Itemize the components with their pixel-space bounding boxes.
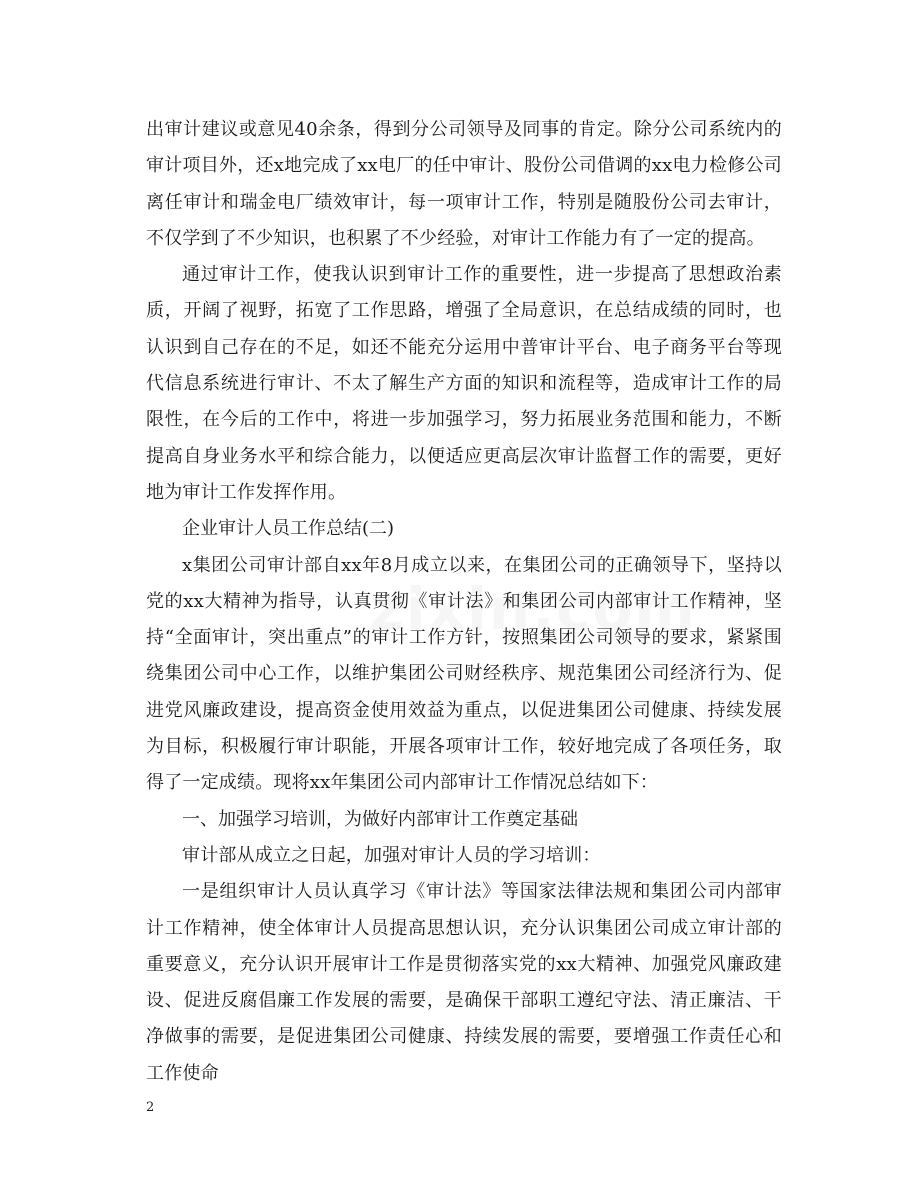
subsection-heading: 一、加强学习培训，为做好内部审计工作奠定基础	[182, 808, 578, 830]
paragraph-training-point-one: 一是组织审计人员认真学习《审计法》等国家法律法规和集团公司内部审计工作精神，使全体审计人员提高思想认识，充分认识集团公司成立审计部的重要意义，充分认识开展审计工作是贯彻落实党的xx大精神、加强党风廉政建设、促进反腐倡廉工作发展的需要，是确保干部职工遵纪守法、清正廉洁、干净做事的需要，是促进集团公司健康、持续发展的需要，要增强工作责任心和工作使命	[146, 881, 782, 1084]
page-number: 2	[146, 1100, 155, 1115]
section-title: 企业审计人员工作总结(二)	[182, 518, 395, 540]
paragraph-continued: 出审计建议或意见40余条，得到分公司领导及同事的肯定。除分公司系统内的审计项目外，还x地完成了xx电厂的任中审计、股份公司借调的xx电力检修公司离任审计和瑞金电厂绩效审计，每一项审计工作，特别是随股份公司去审计，不仅学到了不少知识，也积累了不少经验，对审计工作能力有了一定的提高。	[146, 119, 782, 249]
document-body	[146, 112, 782, 1092]
paragraph-intro: x集团公司审计部自xx年8月成立以来，在集团公司的正确领导下，坚持以党的xx大精神为指导，认真贯彻《审计法》和集团公司内部审计工作精神，坚持“全面审计，突出重点”的审计工作方针，按照集团公司领导的要求，紧紧围绕集团公司中心工作，以维护集团公司财经秩序、规范集团公司经济行为、促进党风廉政建设，提高资金使用效益为重点，以促进集团公司健康、持续发展为目标，积极履行审计职能，开展各项审计工作，较好地完成了各项任务，取得了一定成绩。现将xx年集团公司内部审计工作情况总结如下：	[146, 554, 782, 794]
paragraph-reflection: 通过审计工作，使我认识到审计工作的重要性，进一步提高了思想政治素质，开阔了视野，拓宽了工作思路，增强了全局意识，在总结成绩的同时，也认识到自己存在的不足，如还不能充分运用中普审计平台、电子商务平台等现代信息系统进行审计、不太了解生产方面的知识和流程等，造成审计工作的局限性，在今后的工作中，将进一步加强学习，努力拓展业务范围和能力，不断提高自身业务水平和综合能力，以便适应更高层次审计监督工作的需要，更好地为审计工作发挥作用。	[146, 264, 782, 503]
paragraph-training-lead: 审计部从成立之日起，加强对审计人员的学习培训：	[182, 844, 601, 866]
